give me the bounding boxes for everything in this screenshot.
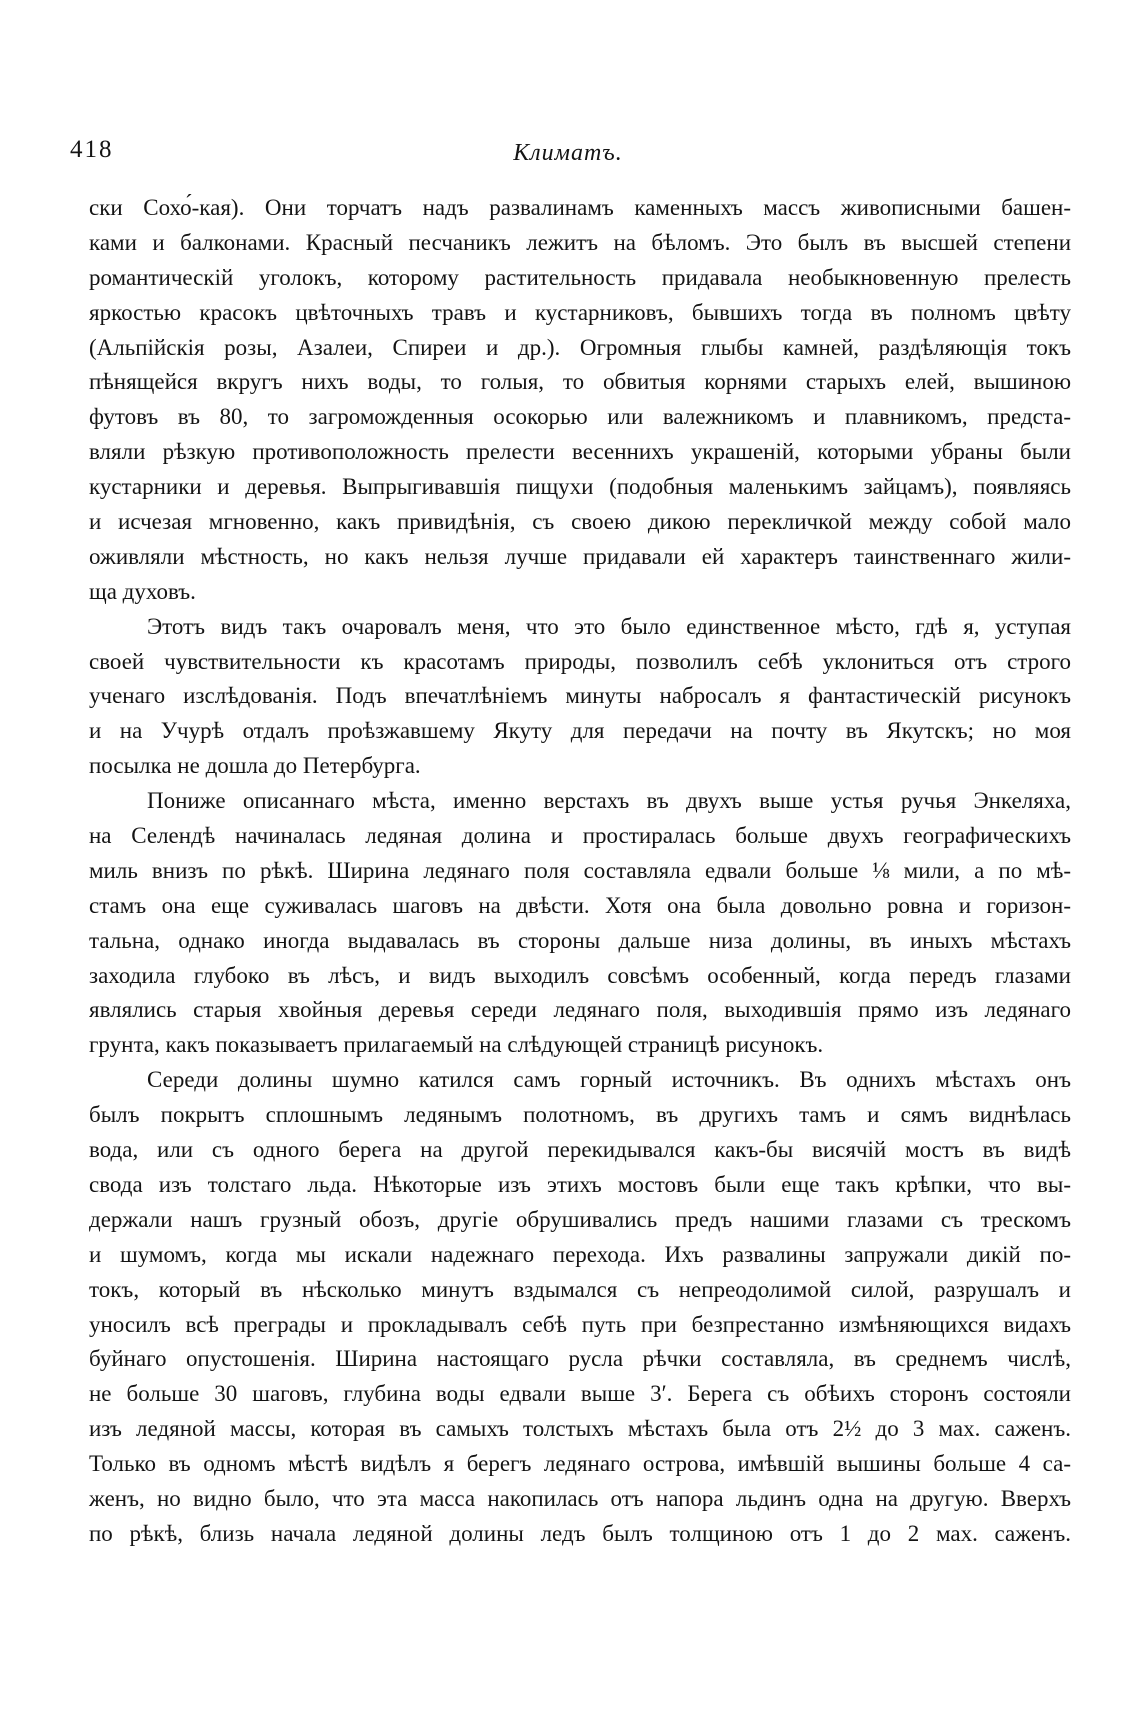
text-line: ками и балконами. Красный песчаникъ лежитъ на бѣломъ. Это былъ въ высшей степени — [89, 229, 1071, 255]
page-body — [89, 191, 1071, 1552]
text-line: не больше 30 шаговъ, глубина воды едвали выше 3′. Берега съ обѣихъ сторонъ состояли — [89, 1381, 1071, 1407]
text-line: ученаго изслѣдованія. Подъ впечатлѣніемъ минуты набросалъ я фантастическій рисунокъ — [89, 683, 1071, 709]
text-line: ща духовъ. — [89, 578, 196, 604]
paragraph — [89, 784, 1071, 1063]
text-line: пѣнящейся вкругъ нихъ воды, то голыя, то обвитыя корнями старыхъ елей, вышиною — [89, 369, 1071, 395]
text-line: и шумомъ, когда мы искали надежнаго перехода. Ихъ развалины запружали дикій по- — [89, 1241, 1071, 1267]
text-line: Середи долины шумно катился самъ горный источникъ. Въ однихъ мѣстахъ онъ — [147, 1067, 1071, 1093]
paragraph — [89, 610, 1071, 784]
text-line: являлись старыя хвойныя деревья середи ледянаго поля, выходившія прямо изъ ледянаго — [89, 997, 1071, 1023]
text-line: Этотъ видъ такъ очаровалъ меня, что это было единственное мѣсто, гдѣ я, уступая — [147, 613, 1071, 639]
text-line: по рѣкѣ, близь начала ледяной долины ледъ былъ толщиною отъ 1 до 2 мах. саженъ. — [89, 1520, 1071, 1546]
text-line: Пониже описаннаго мѣста, именно верстахъ въ двухъ выше устья ручья Энкеляха, — [147, 788, 1071, 814]
paragraph — [89, 191, 1071, 610]
text-line: вляли рѣзкую противоположность прелести весеннихъ украшеній, которыми убраны были — [89, 439, 1071, 465]
text-line: посылка не дошла до Петербурга. — [89, 753, 421, 779]
text-line: своей чувствительности къ красотамъ природы, позволилъ себѣ уклониться отъ строго — [89, 648, 1071, 674]
text-line: кустарники и деревья. Выпрыгивавшія пищухи (подобныя маленькимъ зайцамъ), появляясь — [89, 474, 1071, 500]
text-line: держали нашъ грузный обозъ, другіе обрушивались предъ нашими глазами съ трескомъ — [89, 1206, 1071, 1232]
text-line: Только въ одномъ мѣстѣ видѣлъ я берегъ ледянаго острова, имѣвшій вышины больше 4 са- — [89, 1451, 1071, 1477]
text-line: изъ ледяной массы, которая въ самыхъ толстыхъ мѣстахъ была отъ 2½ до 3 мах. саженъ. — [89, 1416, 1071, 1442]
text-line: романтическій уголокъ, которому растительность придавала необыкновенную прелесть — [89, 264, 1071, 290]
text-line: буйнаго опустошенія. Ширина настоящаго русла рѣчки составляла, въ среднемъ числѣ, — [89, 1346, 1071, 1372]
running-title: Климатъ. — [513, 140, 623, 166]
page-number: 418 — [70, 136, 114, 163]
text-line: и на Учурѣ отдалъ проѣзжавшему Якуту для передачи на почту въ Якутскъ; но моя — [89, 718, 1071, 744]
text-line: и исчезая мгновенно, какъ привидѣнія, съ своею дикою перекличкой между собой мало — [89, 509, 1071, 535]
text-line: вода, или съ одного берега на другой перекидывался какъ-бы висячій мостъ въ видѣ — [89, 1137, 1071, 1163]
text-line: былъ покрытъ сплошнымъ ледянымъ полотномъ, въ другихъ тамъ и сямъ виднѣлась — [89, 1102, 1071, 1128]
text-line: заходила глубоко въ лѣсъ, и видъ выходилъ совсѣмъ особенный, когда передъ глазами — [89, 962, 1071, 988]
text-line: яркостью красокъ цвѣточныхъ травъ и кустарниковъ, бывшихъ тогда въ полномъ цвѣту — [89, 299, 1071, 325]
text-line: уносилъ всѣ преграды и прокладывалъ себѣ путь при безпрестанно измѣняющихся видахъ — [89, 1311, 1071, 1337]
text-line: свода изъ толстаго льда. Нѣкоторые изъ этихъ мостовъ были еще такъ крѣпки, что вы- — [89, 1171, 1071, 1197]
text-line: стамъ она еще суживалась шаговъ на двѣсти. Хотя она была довольно ровна и горизон- — [89, 892, 1071, 918]
text-line: тальна, однако иногда выдавалась въ стороны дальше низа долины, въ иныхъ мѣстахъ — [89, 927, 1071, 953]
text-line: оживляли мѣстность, но какъ нельзя лучше придавали ей характеръ таинственнаго жили- — [89, 543, 1071, 569]
text-line: ски Сохо́-кая). Они торчатъ надъ развалинамъ каменныхъ массъ живописными башен- — [89, 195, 1071, 220]
text-line: грунта, какъ показываетъ прилагаемый на слѣдующей страницѣ рисунокъ. — [89, 1032, 824, 1058]
text-line: токъ, который въ нѣсколько минутъ вздымался съ непреодолимой силой, разрушалъ и — [89, 1276, 1071, 1302]
text-line: (Альпійскія розы, Азалеи, Спиреи и др.). Огромныя глыбы камней, раздѣляющія токъ — [89, 334, 1071, 360]
text-line: миль внизъ по рѣкѣ. Ширина ледянаго поля составляла едвали больше ⅛ мили, а по мѣ- — [89, 857, 1071, 883]
text-line: на Селендѣ начиналась ледяная долина и простиралась больше двухъ географическихъ — [89, 823, 1071, 849]
text-line: женъ, но видно было, что эта масса накопилась отъ напора льдинъ одна на другую. Вверхъ — [89, 1485, 1071, 1511]
text-line: футовъ въ 80, то загроможденныя осокорью или валежникомъ и плавникомъ, предста- — [89, 404, 1071, 430]
paragraph — [89, 1063, 1071, 1551]
